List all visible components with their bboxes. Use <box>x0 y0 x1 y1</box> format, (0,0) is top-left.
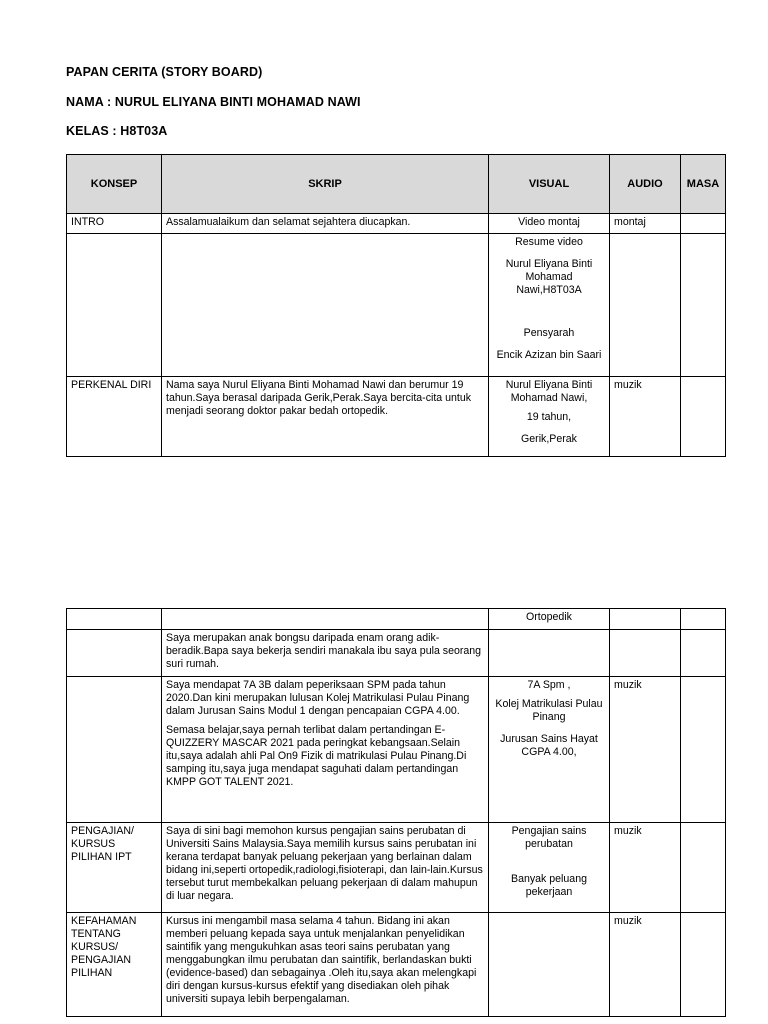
masa-cell <box>681 630 726 677</box>
visual-line: 19 tahun, <box>526 411 572 423</box>
audio-cell: muzik <box>610 377 681 457</box>
table-row <box>67 214 726 234</box>
audio-cell <box>610 630 681 677</box>
konsep-cell <box>67 234 162 377</box>
masa-cell <box>681 214 726 234</box>
visual-line: Pensyarah <box>523 327 575 339</box>
student-name: NAMA : NURUL ELIYANA BINTI MOHAMAD NAWI <box>66 95 361 109</box>
visual-line: Encik Azizan bin Saari <box>496 349 602 361</box>
skrip-paragraph: Saya mendapat 7A 3B dalam peperiksaan SPM pada tahun 2020.Dan kini merupakan lulusan Kolej Matrikulasi Pulau Pinang dalam Jurusan Sains Modul 1 dengan pencapaian CGPA 4.00. <box>166 679 470 717</box>
visual-cell <box>489 234 610 377</box>
visual-cell <box>489 377 610 457</box>
visual-line: Resume video <box>515 236 583 248</box>
col-visual: VISUAL <box>489 155 610 214</box>
visual-line: Nurul Eliyana Binti Mohamad Nawi, <box>505 379 593 404</box>
table-row <box>67 630 726 677</box>
storyboard-table-1 <box>66 154 726 457</box>
konsep-cell: KEFAHAMAN TENTANG KURSUS/ PENGAJIAN PILIHAN <box>67 913 162 1017</box>
konsep-cell <box>67 630 162 677</box>
col-skrip: SKRIP <box>162 155 489 214</box>
col-audio: AUDIO <box>610 155 681 214</box>
masa-cell <box>681 609 726 630</box>
visual-line: Kolej Matrikulasi Pulau Pinang <box>495 698 603 723</box>
skrip-cell: Saya di sini bagi memohon kursus pengajian sains perubatan di Universiti Sains Malaysia.Saya memilih kursus sains perubatan ini kerana terdapat banyak peluang pekerjaan yang berlainan dalam bidang ini,seperti ortopedik,radiologi,fisioterapi, dan lain-lain.Kursus tersebut turut membekalkan peluang pekerjaan di dalam mahupun di luar negara. <box>162 823 489 913</box>
visual-line: Banyak peluang pekerjaan <box>511 873 587 898</box>
table-row <box>67 234 726 377</box>
visual-cell <box>489 823 610 913</box>
storyboard-table-2 <box>66 608 726 1017</box>
audio-cell: muzik <box>610 823 681 913</box>
masa-cell <box>681 823 726 913</box>
student-class: KELAS : H8T03A <box>66 124 168 138</box>
konsep-cell: PERKENAL DIRI <box>67 377 162 457</box>
audio-cell: muzik <box>610 677 681 823</box>
visual-line: Nurul Eliyana Binti Mohamad Nawi,H8T03A <box>505 258 593 296</box>
audio-cell <box>610 234 681 377</box>
konsep-cell: INTRO <box>67 214 162 234</box>
skrip-cell <box>162 609 489 630</box>
table-row <box>67 823 726 913</box>
skrip-cell <box>162 677 489 823</box>
table-row <box>67 609 726 630</box>
col-konsep: KONSEP <box>67 155 162 214</box>
visual-line: Jurusan Sains Hayat CGPA 4.00, <box>500 733 598 758</box>
header-row <box>67 155 726 214</box>
table-row <box>67 913 726 1017</box>
konsep-cell: PENGAJIAN/ KURSUS PILIHAN IPT <box>67 823 162 913</box>
masa-cell <box>681 377 726 457</box>
audio-cell: muzik <box>610 913 681 1017</box>
skrip-cell: Kursus ini mengambil masa selama 4 tahun. Bidang ini akan memberi peluang kepada saya untuk menjalankan penyelidikan saintifik yang mengukuhkan asas teori sains perubatan yang menggabungkan ilmu perubatan dan saintifik, berlandaskan bukti (evidence-based) dan sebagainya .Oleh itu,saya akan melengkapi diri dengan kursus-kursus efektif yang disediakan oleh pihak universiti supaya lebih berpengalaman. <box>162 913 489 1017</box>
audio-cell <box>610 609 681 630</box>
visual-cell <box>489 913 610 1017</box>
document-title: PAPAN CERITA (STORY BOARD) <box>66 65 263 79</box>
visual-line: Gerik,Perak <box>521 433 577 445</box>
skrip-cell: Nama saya Nurul Eliyana Binti Mohamad Nawi dan berumur 19 tahun.Saya berasal daripada Gerik,Perak.Saya bercita-cita untuk menjadi seorang doktor pakar bedah ortopedik. <box>162 377 489 457</box>
visual-cell <box>489 630 610 677</box>
table-row <box>67 677 726 823</box>
table-row <box>67 377 726 457</box>
visual-cell: Ortopedik <box>489 609 610 630</box>
col-masa: MASA <box>681 155 726 214</box>
visual-cell <box>489 677 610 823</box>
skrip-cell: Saya merupakan anak bongsu daripada enam orang adik-beradik.Bapa saya bekerja sendiri manakala ibu saya pula seorang suri rumah. <box>162 630 489 677</box>
masa-cell <box>681 677 726 823</box>
audio-cell: montaj <box>610 214 681 234</box>
konsep-cell <box>67 609 162 630</box>
skrip-cell <box>162 234 489 377</box>
visual-line: 7A Spm , <box>527 679 571 691</box>
konsep-cell <box>67 677 162 823</box>
skrip-paragraph: Semasa belajar,saya pernah terlibat dalam pertandingan E-QUIZZERY MASCAR 2021 pada peringkat kebangsaan.Selain itu,saya adalah ahli Pal On9 Fizik di matrikulasi Pulau Pinang.Di samping itu,saya juga mendapat saguhati dalam pertandingan KMPP GOT TALENT 2021. <box>166 724 467 788</box>
skrip-cell: Assalamualaikum dan selamat sejahtera diucapkan. <box>162 214 489 234</box>
visual-cell: Video montaj <box>489 214 610 234</box>
masa-cell <box>681 234 726 377</box>
visual-line: Pengajian sains perubatan <box>511 825 587 850</box>
masa-cell <box>681 913 726 1017</box>
